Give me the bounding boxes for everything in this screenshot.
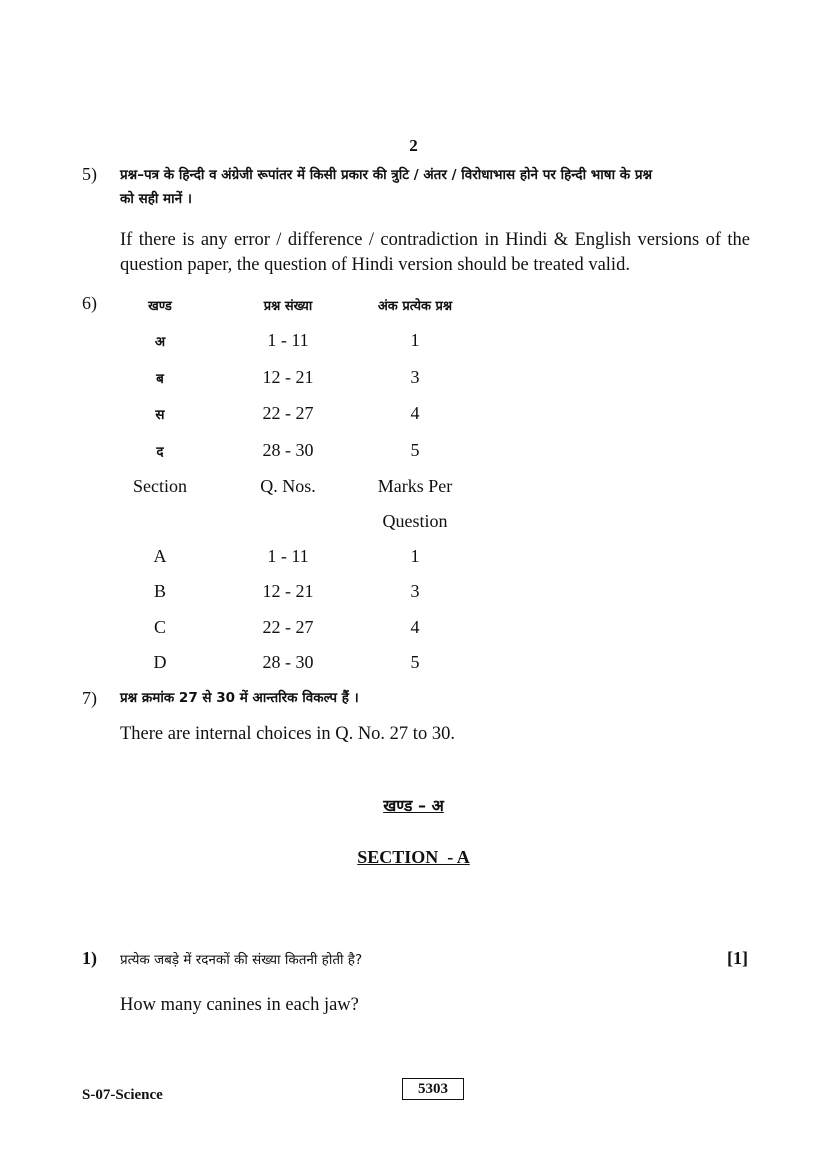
table-header-qnos-hindi: प्रश्न संख्या bbox=[263, 299, 313, 314]
table-cell: B bbox=[153, 581, 166, 601]
page-number: 2 bbox=[409, 136, 418, 155]
table-cell: 4 bbox=[410, 403, 420, 423]
item-number-7: 7) bbox=[82, 688, 97, 708]
instruction-5-hindi bbox=[120, 163, 750, 211]
table-header-question: Question bbox=[382, 511, 448, 531]
section-heading-english-text: SECTION - A bbox=[357, 847, 470, 867]
table-cell: 3 bbox=[410, 581, 420, 601]
table-header-qnos: Q. Nos. bbox=[260, 476, 316, 496]
table-cell: ब bbox=[156, 371, 164, 387]
table-cell: 12 - 21 bbox=[262, 581, 314, 601]
table-cell: 1 bbox=[410, 330, 420, 350]
table-cell: 28 - 30 bbox=[262, 652, 314, 672]
item-number-5: 5) bbox=[82, 164, 97, 184]
question-number-1: 1) bbox=[82, 948, 97, 968]
table-cell: 5 bbox=[410, 440, 420, 460]
table-cell: 5 bbox=[410, 652, 420, 672]
table-header-marks-hindi: अंक प्रत्येक प्रश्न bbox=[377, 299, 453, 314]
paper-code: S-07-Science bbox=[82, 1087, 163, 1103]
question-1-marks: [1] bbox=[727, 948, 748, 968]
instruction-7-hindi: प्रश्न क्रमांक 27 से 30 में आन्तरिक विकल्प हैं । bbox=[120, 690, 359, 706]
table-header-section-hindi: खण्ड bbox=[148, 299, 172, 314]
instruction-5-english: If there is any error / difference / contradiction in Hindi & English versions of the question paper, the question of Hindi version should be treated valid. bbox=[120, 230, 750, 275]
table-cell: 28 - 30 bbox=[262, 440, 314, 460]
section-heading-hindi-text: खण्ड – अ bbox=[383, 796, 444, 815]
table-cell: 22 - 27 bbox=[262, 403, 314, 423]
table-cell: D bbox=[153, 652, 167, 672]
instruction-5-hindi-line2: को सही मानें । bbox=[120, 191, 192, 207]
table-header-marks-per: Marks Per bbox=[377, 476, 453, 496]
table-cell: स bbox=[155, 407, 165, 423]
item-number-6: 6) bbox=[82, 293, 97, 313]
table-cell: A bbox=[153, 546, 167, 566]
table-cell: 1 - 11 bbox=[267, 330, 309, 350]
table-cell: 1 - 11 bbox=[267, 546, 309, 566]
question-1-hindi: प्रत्येक जबड़े में रदनकों की संख्या कितनी होती है? bbox=[120, 952, 363, 968]
section-heading-english bbox=[0, 847, 827, 868]
table-cell: 4 bbox=[410, 617, 420, 637]
paper-number-box: 5303 bbox=[402, 1078, 464, 1100]
table-cell: 22 - 27 bbox=[262, 617, 314, 637]
table-cell: 3 bbox=[410, 367, 420, 387]
table-cell: अ bbox=[154, 334, 166, 350]
table-header-section: Section bbox=[133, 476, 187, 496]
table-cell: 1 bbox=[410, 546, 420, 566]
instruction-5-hindi-line1: प्रश्न–पत्र के हिन्दी व अंग्रेजी रूपांतर में किसी प्रकार की त्रुटि / अंतर / विरोधाभास होने पर हिन्दी भाषा के प्रश्न bbox=[120, 167, 653, 183]
table-cell: द bbox=[156, 444, 164, 460]
table-cell: 12 - 21 bbox=[262, 367, 314, 387]
section-heading-hindi bbox=[0, 794, 827, 816]
question-1-english: How many canines in each jaw? bbox=[120, 995, 359, 1015]
table-cell: C bbox=[153, 617, 166, 637]
instruction-7-english: There are internal choices in Q. No. 27 to 30. bbox=[120, 724, 455, 744]
